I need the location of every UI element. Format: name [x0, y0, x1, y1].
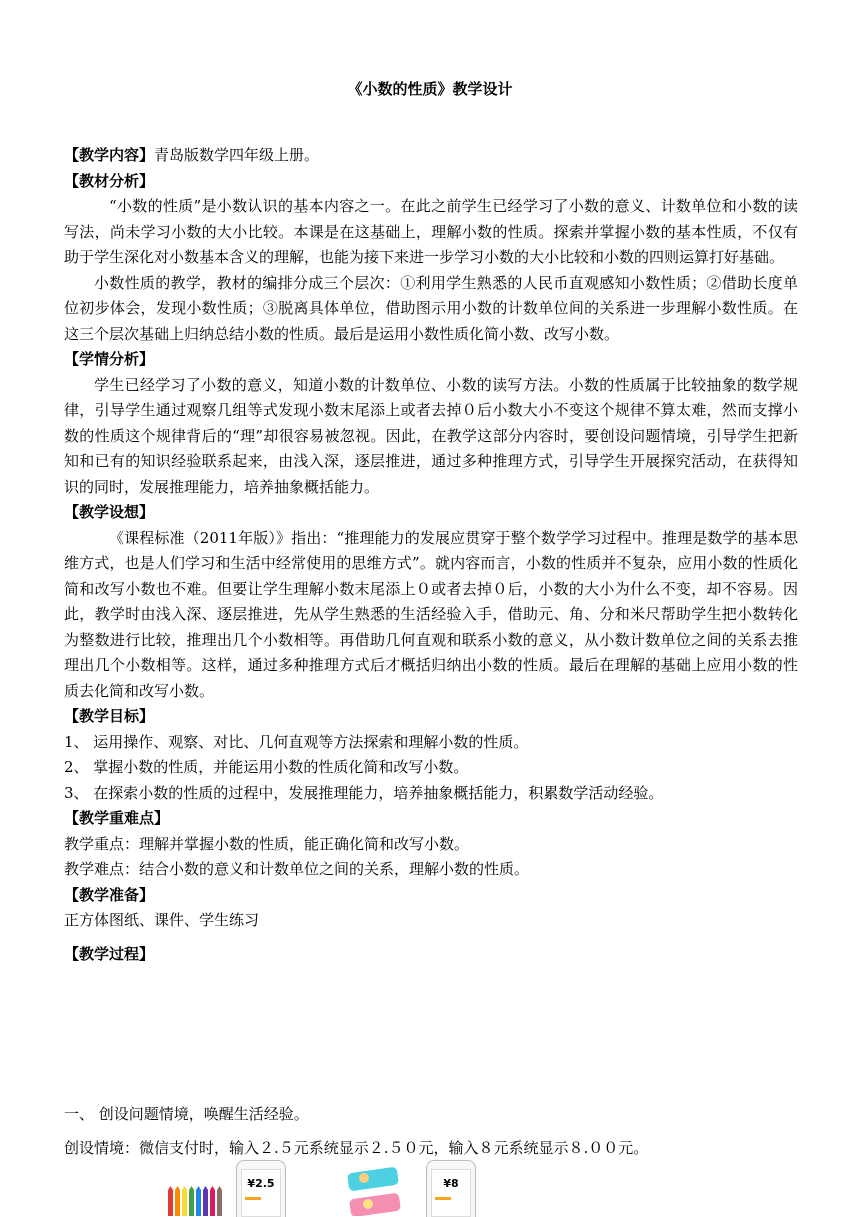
teaching-goal-1: 1、 运用操作、观察、对比、几何直观等方法探索和理解小数的性质。 [64, 732, 529, 751]
key-point: 教学重点：理解并掌握小数的性质，能正确化简和改写小数。 [64, 834, 470, 853]
document-body [64, 143, 798, 967]
scenario-text: 创设情境：微信支付时，输入２.５元系统显示２.５０元，输入８元系统显示８.００元。 [64, 1139, 649, 1157]
textbook-analysis-header: 【教材分析】 [64, 171, 155, 190]
teaching-prep-text: 正方体图纸、课件、学生练习 [64, 911, 260, 929]
phone-screenshot-2 [426, 1160, 476, 1217]
teaching-content-header: 【教学内容】 [64, 146, 155, 164]
teaching-goals-header: 【教学目标】 [64, 707, 155, 725]
teaching-process-header: 【教学过程】 [64, 944, 155, 963]
textbook-analysis-paragraph-2: 小数性质的教学，教材的编排分成三个层次：①利用学生熟悉的人民币直观感知小数性质；②借助长度单位初步体会，发现小数性质；③脱离具体单位，借助图示用小数的计数单位间的关系进一步理解小数性质。在这三个层次基础上归纳总结小数的性质。最后是运用小数性质化简小数、改写小数。 [64, 273, 798, 343]
teaching-prep-header: 【教学准备】 [64, 885, 155, 904]
phone-amount: ¥8 [443, 1177, 459, 1190]
teaching-design-paragraph: 《课程标准（2011年版）》指出：“推理能力的发展应贯穿于整个数学学习过程中。推理是数学的基本思维方式，也是人们学习和生活中经常使用的思维方式”。就内容而言，小数的性质并不复杂，应用小数的性质化简和改写小数也不难。但要让学生理解小数末尾添上０或者去掉０后，小数的大小为什么不变，却不容易。因此，教学时由浅入深、逐层推进，先从学生熟悉的生活经验入手，借助元、角、分和米尺帮助学生把小数转化为整数进行比较，推理出几个小数相等。再借助几何直观和联系小数的意义，从小数计数单位之间的关系去推理出几个小数相等。这样，通过多种推理方式后才概括归纳出小数的性质。最后在理解的基础上应用小数的性质去化简和改写小数。 [64, 528, 798, 700]
student-analysis-header: 【学情分析】 [64, 350, 155, 368]
spacer [64, 934, 798, 942]
section-1-heading: 一、 创设问题情境，唤醒生活经验。 [64, 1105, 309, 1123]
difficult-point: 教学难点：结合小数的意义和计数单位之间的关系，理解小数的性质。 [64, 860, 530, 878]
phone-amount: ¥2.5 [247, 1177, 275, 1190]
teaching-goal-3: 3、 在探索小数的性质的过程中，发展推理能力，培养抽象概括能力，积累数学活动经验。 [64, 783, 664, 802]
teaching-design-header: 【教学设想】 [64, 503, 155, 521]
key-difficult-header: 【教学重难点】 [64, 809, 170, 827]
student-analysis-paragraph: 学生已经学习了小数的意义，知道小数的计数单位、小数的读写方法。小数的性质属于比较抽象的数学规律，引导学生通过观察几组等式发现小数末尾添上或者去掉０后小数大小不变这个规律不算太难，然而支撑小数的性质这个规律背后的“理”却很容易被忽视。因此，在教学这部分内容时，要创设问题情境，引导学生把新知和已有的知识经验联系起来，由浅入深，逐层推进，通过多种推理方式，引导学生开展探究活动，在获得知识的同时，发展推理能力，培养抽象概括能力。 [64, 375, 798, 496]
teaching-content-text: 青岛版数学四年级上册。 [154, 146, 320, 164]
illustrations-row [0, 1160, 860, 1216]
pencil-case-image [346, 1166, 402, 1216]
document-title: 《小数的性质》教学设计 [347, 80, 513, 98]
phone-highlight-bar [435, 1197, 451, 1200]
phone-screenshot-1 [236, 1160, 286, 1217]
crayons-image [166, 1186, 224, 1216]
teaching-content [64, 143, 798, 169]
textbook-analysis-paragraph-1: “小数的性质”是小数认识的基本内容之一。在此之前学生已经学习了小数的意义、计数单位和小数的读写法，尚未学习小数的大小比较。本课是在这基础上，理解小数的性质。探索并掌握小数的基本性质，不仅有助于学生深化对小数基本含义的理解，也能为接下来进一步学习小数的大小比较和小数的四则运算打好基础。 [64, 197, 798, 266]
teaching-goal-2: 2、 掌握小数的性质，并能运用小数的性质化简和改写小数。 [64, 758, 469, 776]
phone-highlight-bar [245, 1197, 261, 1200]
